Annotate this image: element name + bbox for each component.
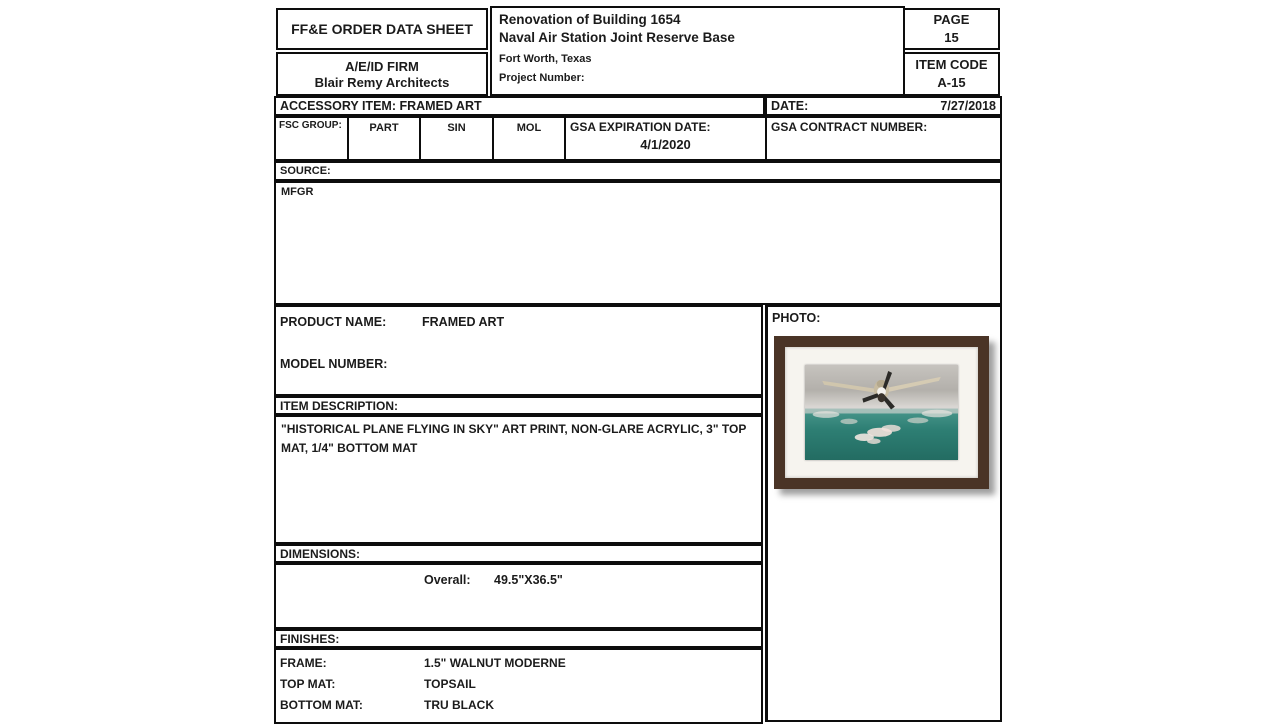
top-mat-label: TOP MAT: <box>280 677 336 691</box>
gsa-contract-cell: GSA CONTRACT NUMBER: <box>765 116 1002 161</box>
date-label: DATE: <box>771 99 809 113</box>
date-value: 7/27/2018 <box>940 99 996 113</box>
source-value-box: MFGR <box>274 181 1002 305</box>
dimensions-header: DIMENSIONS: <box>274 544 763 563</box>
firm-label: A/E/ID FIRM <box>345 58 419 74</box>
item-description-text: "HISTORICAL PLANE FLYING IN SKY" ART PRINT, NON-GLARE ACRYLIC, 3" TOP MAT, 1/4" BOTTOM MAT <box>274 415 763 544</box>
project-number-label: Project Number: <box>499 72 585 84</box>
photo-label: PHOTO: <box>772 311 821 325</box>
overall-value: 49.5"X36.5" <box>494 573 563 587</box>
model-number-label: MODEL NUMBER: <box>280 357 388 371</box>
product-cell <box>274 305 763 396</box>
plane-over-ocean-art <box>805 365 958 460</box>
item-code-cell <box>903 52 1000 96</box>
project-line2: Naval Air Station Joint Reserve Base <box>499 30 735 45</box>
accessory-item-cell: ACCESSORY ITEM: FRAMED ART <box>274 96 765 116</box>
source-header: SOURCE: <box>274 161 1002 181</box>
bottom-mat-label: BOTTOM MAT: <box>280 698 363 712</box>
top-mat-value: TOPSAIL <box>424 677 476 691</box>
mol-cell: MOL <box>492 116 566 161</box>
gsa-expiration-value: 4/1/2020 <box>640 137 691 152</box>
page-label: PAGE <box>933 12 970 27</box>
part-cell: PART <box>347 116 421 161</box>
photo-column <box>765 305 1002 722</box>
ffe-order-data-sheet <box>274 6 1002 720</box>
frame-value: 1.5" WALNUT MODERNE <box>424 656 566 670</box>
project-line1: Renovation of Building 1654 <box>499 12 681 27</box>
form-title: FF&E ORDER DATA SHEET <box>276 8 488 50</box>
product-name-label: PRODUCT NAME: <box>280 315 387 329</box>
frame-label: FRAME: <box>280 656 327 670</box>
framed-art-photo <box>774 336 989 489</box>
page-value: 15 <box>944 30 959 45</box>
art-mat <box>785 347 978 478</box>
fsc-group-cell: FSC GROUP: <box>274 116 349 161</box>
gsa-expiration-cell <box>564 116 767 161</box>
project-city: Fort Worth, Texas <box>499 53 592 65</box>
item-code-value: A-15 <box>937 75 966 90</box>
page-cell <box>903 8 1000 50</box>
bottom-mat-value: TRU BLACK <box>424 698 494 712</box>
overall-label: Overall: <box>424 573 471 587</box>
sin-cell: SIN <box>419 116 494 161</box>
project-info-cell <box>490 6 905 96</box>
product-name-value: FRAMED ART <box>422 315 505 329</box>
gsa-expiration-label: GSA EXPIRATION DATE: <box>570 120 711 134</box>
item-code-label: ITEM CODE <box>915 57 988 72</box>
finishes-header: FINISHES: <box>274 629 763 648</box>
date-cell <box>765 96 1002 116</box>
finishes-box <box>274 648 763 724</box>
item-description-header: ITEM DESCRIPTION: <box>274 396 763 415</box>
firm-name: Blair Remy Architects <box>314 74 450 90</box>
dimensions-box <box>274 563 763 629</box>
firm-cell <box>276 52 488 96</box>
